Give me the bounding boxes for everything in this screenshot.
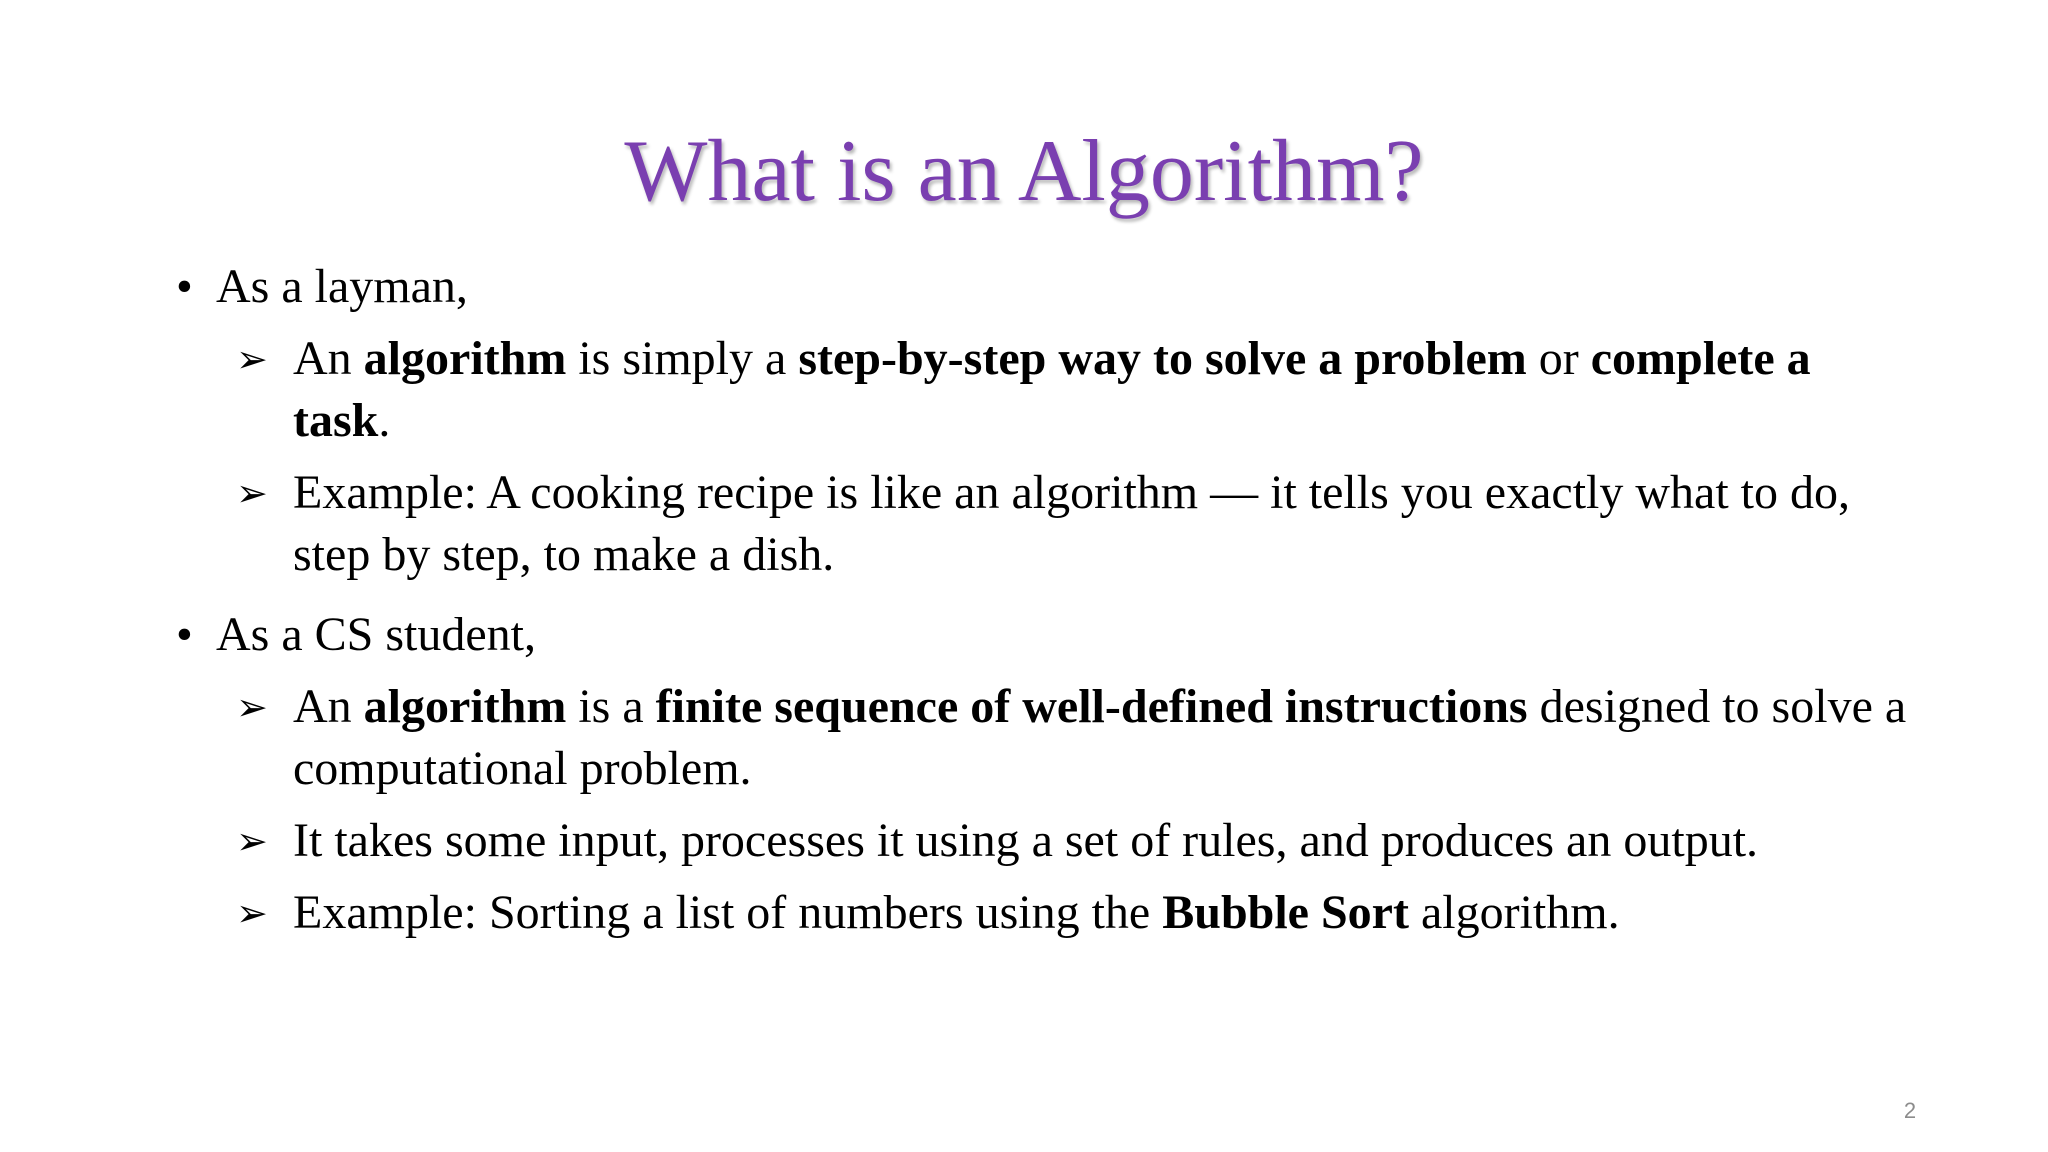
bold-text-run: complete a task bbox=[293, 332, 1811, 447]
sub-bullet bbox=[176, 328, 1916, 452]
bold-text-run: Bubble Sort bbox=[1162, 886, 1409, 939]
arrow-bullet-icon: ➢ bbox=[236, 685, 268, 729]
arrow-bullet-icon: ➢ bbox=[236, 471, 268, 515]
text-run: is simply a bbox=[566, 332, 799, 385]
sub-bullet bbox=[176, 462, 1916, 586]
sub-bullet-text bbox=[293, 886, 1620, 939]
arrow-bullet-icon: ➢ bbox=[236, 891, 268, 935]
page-number: 2 bbox=[1903, 1098, 1917, 1123]
sub-bullet-text bbox=[293, 332, 1811, 447]
sub-bullet-text bbox=[293, 814, 1758, 867]
sub-bullet bbox=[176, 676, 1916, 800]
bullet-section-layman bbox=[176, 256, 1916, 318]
text-run: Example: A cooking recipe is like an algorithm — it tells you exactly what to do, step by step, to make a dish. bbox=[293, 466, 1850, 581]
text-run: algorithm. bbox=[1408, 886, 1620, 939]
text-run: It takes some input, processes it using a set of rules, and produces an output. bbox=[293, 814, 1759, 867]
text-run: . bbox=[378, 394, 391, 447]
bullet-icon: • bbox=[176, 608, 193, 661]
bold-text-run: finite sequence of well-defined instructions bbox=[655, 680, 1528, 733]
text-run: An bbox=[293, 680, 364, 733]
text-run: is a bbox=[566, 680, 656, 733]
text-run: or bbox=[1526, 332, 1591, 385]
bold-text-run: algorithm bbox=[363, 680, 567, 733]
bullet-heading: As a layman, bbox=[216, 260, 468, 313]
sub-bullet-text bbox=[293, 680, 1906, 795]
bullet-heading: As a CS student, bbox=[216, 608, 537, 661]
sub-bullet bbox=[176, 882, 1916, 944]
slide-title: What is an Algorithm? bbox=[624, 123, 1424, 220]
text-run: An bbox=[293, 332, 364, 385]
text-run: Example: Sorting a list of numbers using the bbox=[293, 886, 1163, 939]
arrow-bullet-icon: ➢ bbox=[236, 337, 268, 381]
spacer bbox=[176, 586, 1916, 604]
sub-bullet-text bbox=[293, 466, 1850, 581]
sub-bullet bbox=[176, 810, 1916, 872]
slide-body bbox=[176, 256, 1916, 944]
bullet-section-cs-student bbox=[176, 604, 1916, 666]
text-run: designed to solve a computational problem. bbox=[293, 680, 1907, 795]
bold-text-run: step-by-step way to solve a problem bbox=[798, 332, 1527, 385]
arrow-bullet-icon: ➢ bbox=[236, 819, 268, 863]
bold-text-run: algorithm bbox=[363, 332, 567, 385]
bullet-icon: • bbox=[176, 260, 193, 313]
